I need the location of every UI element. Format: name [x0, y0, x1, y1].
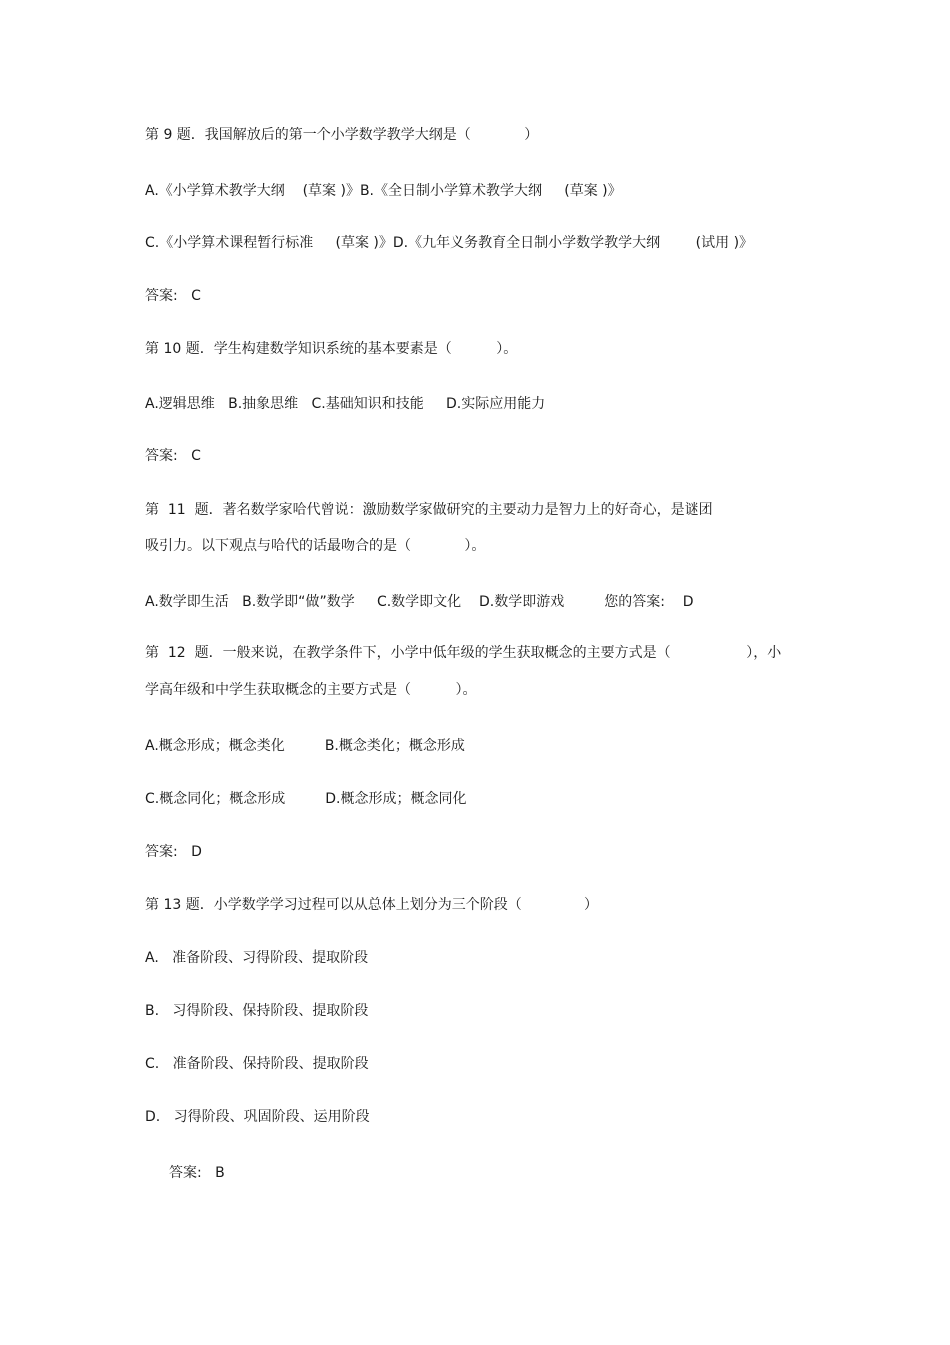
- question-11-text-line1: 第 11 题．著名数学家哈代曾说：激励数学家做研究的主要动力是智力上的好奇心，是谜团: [145, 502, 713, 518]
- question-13-answer: 答案: B: [169, 1165, 225, 1181]
- question-12-answer: 答案: D: [145, 844, 202, 860]
- question-12-options-cd: C.概念同化；概念形成 D.概念形成；概念同化: [145, 791, 467, 807]
- question-11-options-and-answer: A.数学即生活 B.数学即“做”数学 C.数学即文化 D.数学即游戏 您的答案: D: [145, 594, 694, 610]
- question-10-answer: 答案: C: [145, 448, 201, 464]
- question-9-text: 第 9 题．我国解放后的第一个小学数学教学大纲是（ ）: [145, 127, 539, 143]
- question-13-option-a: A. 准备阶段、习得阶段、提取阶段: [145, 950, 369, 966]
- question-11-text-line2: 吸引力。以下观点与哈代的话最吻合的是（ ）。: [145, 538, 486, 554]
- question-12-options-ab: A.概念形成；概念类化 B.概念类化；概念形成: [145, 738, 465, 754]
- question-9-options-cd: C.《小学算术课程暂行标准 (草案 )》D.《九年义务教育全日制小学数学教学大纲 (试用 )》: [145, 235, 754, 251]
- question-10-text: 第 10 题．学生构建数学知识系统的基本要素是（ ）。: [145, 341, 518, 357]
- question-10-options: A.逻辑思维 B.抽象思维 C.基础知识和技能 D.实际应用能力: [145, 396, 546, 412]
- question-9-options-ab: A.《小学算术教学大纲 (草案 )》B.《全日制小学算术教学大纲 (草案 )》: [145, 183, 622, 199]
- question-9-answer: 答案: C: [145, 288, 201, 304]
- question-13-option-d: D. 习得阶段、巩固阶段、运用阶段: [145, 1109, 370, 1125]
- question-12-text-line1: 第 12 题．一般来说，在教学条件下，小学中低年级的学生获取概念的主要方式是（ ），小: [145, 645, 782, 661]
- question-13-option-c: C. 准备阶段、保持阶段、提取阶段: [145, 1056, 369, 1072]
- question-13-option-b: B. 习得阶段、保持阶段、提取阶段: [145, 1003, 369, 1019]
- question-12-text-line2: 学高年级和中学生获取概念的主要方式是（ ）。: [145, 682, 477, 698]
- question-13-text: 第 13 题．小学数学学习过程可以从总体上划分为三个阶段（ ）: [145, 897, 599, 913]
